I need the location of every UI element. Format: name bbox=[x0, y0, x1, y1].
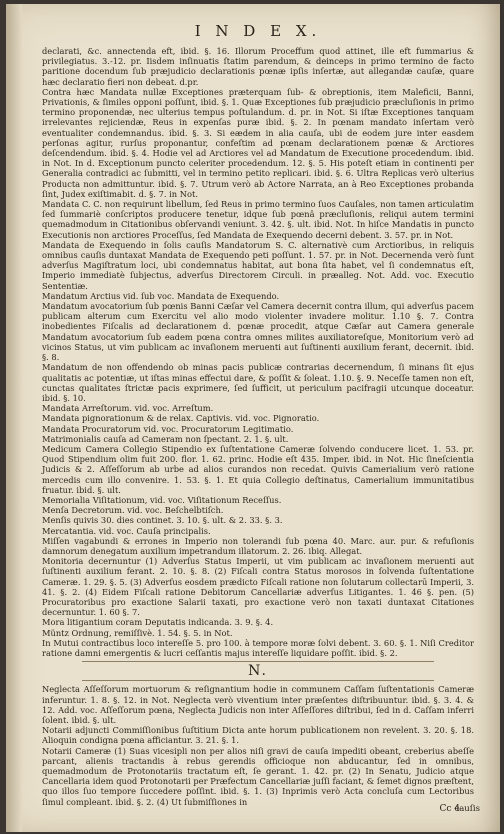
index-entry: Mandatum avocatorium ſub pœnis Banni Cæſar vel Camera decernit contra illum, qui adverſus pacem publicam alterum cum Exercitu vel alio modo violenter invadere molitur. 1.10 §. 7. Contra inobedientes Fiſcalis ad declarationem d. pœnæ procedit, atque Cæſar aut Camera generale Mandatum avocatorium ſub eadem pœna contra omnes milites auxiliatoreſque, Monitorium verò ad vicinos Status, ut vim publicam ac invaſionem meruenti aut ſuſtinenti auxilium ferant, decernit. ibid. §. 8. bbox=[42, 301, 474, 363]
index-entry: Notarii Cameræ (1) Suas vicesipli non per alios niſi gravi de cauſa impediti obeant, creberius abeſſe parcant, alienis tractandis à rebus gerendis officioque non abducantur, ſed in omnibus, quemadmodum de Protonotariis tractatum eſt, ſe gerant. 1. 42. pr. (2) In Senatu, Judicio atque Cancellaria idem quod Protonotarii per Præfectum Cancellariæ juſſi faciant, & ſemet dignos præſtent, quo illos ſuo tempore ſuccedere poſſint. ibid. §. 1. (3) Inprimis verò Acta concluſa cum Lectoribus ſimul compleant. ibid. §. 2. (4) Ut ſubmiſſiones in bbox=[42, 745, 474, 807]
section-divider bbox=[82, 661, 434, 662]
index-entry: Monitoria decernuntur (1) Adverſus Status Imperii, ut vim publicam ac invaſionem meruenti aut ſuſtinenti auxilium ferant. 2. 10. §. 8. (2) Fiſcali contra Status morosos in ſolvenda ſuſtentatione Cameræ. 1. 29. §. 5. (3) Adverſus eosdem prædicto Fiſcali ratione non ſolutarum collectarū Imperii, 3. 41. §. 2. (4) Eidem Fiſcali ratione Debitorum Cancellariæ adverſus Litigantes. 1. 46 §. pen. (5) Procuratoribus pro exactione Salarii taxati, pro exactione verò non taxati duntaxat Citationes decernuntur. 1. 60 §. 7. bbox=[42, 556, 474, 618]
index-entry: Mandatum Arctius vid. ſub voc. Mandata de Exequendo. bbox=[42, 290, 280, 301]
signature-mark: Cc 4 bbox=[439, 804, 460, 814]
index-entry: Mora litigantium coram Deputatis indicanda. 3. 9. §. 4. bbox=[42, 617, 274, 628]
index-entry: Mandata C. C. non requirunt libellum, ſed Reus in primo termino ſuos Cauſales, non tamen articulatim ſed ſummariè conſcriptos producere tenetur, idque ſub pœnâ præcluſionis, reliqui autem termini quemadmodum in Citationibus obſervandi veniunt. 3. 42. §. ult. ibid. Not. In hiſce Mandatis in puncto Executionis non arctiores Proceſſus, ſed Mandata de Exequendo decerni debent. 3. 57. pr. in Not. bbox=[42, 199, 474, 240]
page-gutter bbox=[6, 4, 22, 832]
index-entry: Matrimonialis cauſa ad Cameram non ſpectant. 2. 1. §. ult. bbox=[42, 433, 289, 444]
index-entry: Müntz Ordnung, remiſſivè. 1. 54. §. 5. in Not. bbox=[42, 627, 233, 638]
index-entry: Mandatum de non offendendo ob minas pacis publicæ contrarias decernendum, ſi minans ſit ejus qualitatis ac potentiæ, ut iſtas minas effectui dare, & poſſit & ſoleat. 1.10. §. 9. Neceſſe tamen non eſt, cunctas qualitates ſtrictæ pacis exprimere, ſed ſufficit, ut periculum pacifragii utcunque doceatur. ibid. §. 10. bbox=[42, 362, 474, 403]
index-entry: Mandata Arreſtorum. vid. voc. Arreſtum. bbox=[42, 403, 214, 414]
page-title: I N D E X. bbox=[194, 22, 322, 40]
index-entry: Neglecta Aſſeſſorum mortuorum & reſignantium hodie in communem Caſſam ſuſtentationis Cameræ inferuntur. 1. 8. §. 12. in Not. Neglecta verò viventium inter præſentes diſtribuuntur. ibid. §. 3. 4. & 12. Add. voc. Aſſeſſorum pœna, Neglecta Judicis non inter Aſſeſſores diſtribui, ſed in d. Caſſam inferri ſolent. ibid. §. ult. bbox=[42, 684, 474, 725]
index-entry: Mandata de Exequendo in ſolis cauſis Mandatorum S. C. alternativè cum Arctioribus, in reliquis omnibus cauſis duntaxat Mandata de Exequendo peti poſſunt. 1. 57. pr. in Not. Decernenda verò ſunt adverſus Magiſtratum loci, ubi condemnatus habitat, aut bona ſita habet, vel ſi condemnatus eſt, Imperio immediatè ſubjectus, adverſus Directorem Circuli. in præalleg. Not. Add. voc. Executio Sententiæ. bbox=[42, 239, 474, 291]
index-entry: Contra hæc Mandata nullæ Exceptiones præterquam ſub- & obreptionis, item Maleficii, Banni, Privationis, & ſimiles opponi poſſunt, ibid. §. 1. Quæ Exceptiones ſub præjudicio præcluſionis in primo termino proponendæ, nec ulterius tempus poſtulandum. d. pr. in Not. Si iſtæ Exceptiones tanquam irrelevantes rejiciendæ, Reus in expenſas puræ ibid. §. 2. In pœnam mandato inſertam verò eventualiter condemnandus. ibid. §. 3. Si eædem in alia cauſa, ubi de eodem jure inter easdem perſonas agitur, rurſus proponantur, confeſtim ad pœnam declarationem pœnæ & Arctiores deſcendendum. ibid. §. 4. Hodie vel ad Arctiores vel ad Mandatum de Executione procedendum. ibid. in Not. In d. Exceptionum puncto celeriter procedendum. 12. §. 5. His poteſt etiam in continenti per Generalia contradici ac ſubmitti, vel in termino petito replicari. ibid. §. 6. Ultra Replicas verò ulterius Producta non admittuntur. ibid. §. 7. Utrum verò ab Actore Narrata, an à Reo Exceptiones probanda ſint, Judex exiſtimabit. d. §. 7. in Not. bbox=[42, 86, 474, 199]
index-entry: Mandata pignorationum & de relax. Captivis. vid. voc. Pignoratio. bbox=[42, 413, 320, 424]
index-entry: Mandata Procuratorum vid. voc. Procuratorum Legitimatio. bbox=[42, 423, 294, 434]
index-entry: declarati, &c. annectenda eft, ibid. §. 16. Illorum Proceffum quod attinet, ille eft fummarius & privilegiatus. 3.-12. pr. Iisdem inſinuatis ſtatim parendum, & deinceps in primo termino de facto paritione docendum ſub præjudicio declarationis pœnæ ipſis inſertæ, aut allegandæ cauſæ, quare hæc declaratio fieri non debeat. d.pr. bbox=[42, 46, 474, 87]
index-entry: Menſis quivis 30. dies continet. 3. 10. §. ult. & 2. 33. §. 3. bbox=[42, 515, 283, 526]
index-entry: Mercatantia. vid. voc. Cauſa principalis. bbox=[42, 525, 211, 536]
section-letter: N. bbox=[248, 663, 268, 680]
index-entry: In Mutui contractibus loco intereſſe 5. pro 100. à tempore moræ ſolvi debent. 3. 60. §. 1. Niſi Creditor ratione damni emergentis & lucri ceſſantis majus intereſſe liquidare poſſit. ibid. §. 2. bbox=[42, 637, 474, 658]
index-entry: Notarii adjuncti Commiſſionibus ſuſtitium Dicta ante horum publicationem non revelent. 3. 20. §. 18. Alioquin condigna pœna afficiantur. 3. 21. §. 1. bbox=[42, 725, 474, 746]
section-divider bbox=[82, 680, 434, 681]
index-entry: Memorialia Viſitationum, vid. voc. Viſitationum Receſſus. bbox=[42, 494, 282, 505]
book-page bbox=[6, 4, 500, 832]
index-entry: Miſſen vagabundi & errones in Imperio non tolerandi ſub pœna 40. Marc. aur. pur. & refuſionis damnorum denegatum auxilium impetrandum illatorum. 2. 26. ibiq. Allegat. bbox=[42, 535, 474, 556]
catchword: cauſis bbox=[454, 804, 480, 814]
index-entry: Menſa Decretorum. vid. voc. Beſchelbtiſch. bbox=[42, 505, 224, 516]
index-text bbox=[42, 46, 474, 807]
index-entry: Medicum Camera Collegio Stipendio ex ſuſtentatione Cameræ ſolvendo conducere licet. 1. 53. pr. Quod Stipendium olim fuit 200. flor. 1. 62. princ. Hodie eſt 435. Imper. ibid. in Not. Hic ſineſcientia Judicis & 2. Aſſeſſorum ab urbe ad alios curandos non recedat. Quivis Camerialium verò ratione mercedis cum illo convenire. 1. 53. §. 1. Et quia Collegio deſtinatus, Camerialium immunitatibus fruatur. ibid. §. ult. bbox=[42, 443, 474, 495]
